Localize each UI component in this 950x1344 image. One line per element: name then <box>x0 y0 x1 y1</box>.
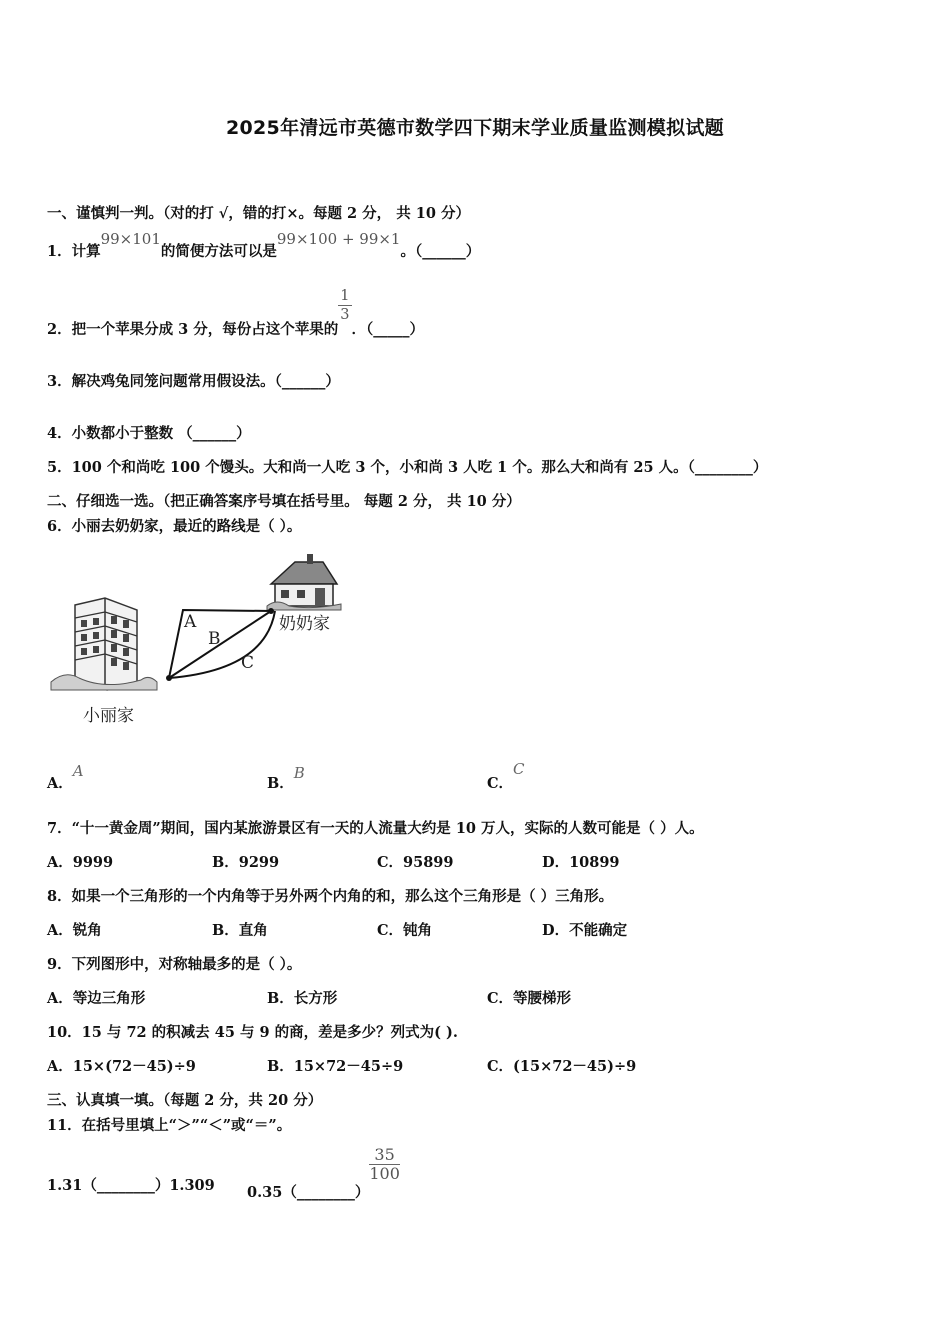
q11-part-2-text: 0.35（________） <box>247 1183 370 1201</box>
q7-option-d[interactable]: D．10899 <box>542 854 620 871</box>
q7-option-a[interactable]: A．9999 <box>47 854 114 871</box>
end-point <box>268 608 274 614</box>
question-5: 5．100 个和尚吃 100 个馒头。大和尚一人吃 3 个，小和尚 3 人吃 1 个。那么大和尚有 25 人。（________） <box>47 459 768 476</box>
question-10: 10．15 与 72 的积减去 45 与 9 的商，差是多少？列式为( ). <box>47 1024 458 1041</box>
q11-fraction-denominator: 100 <box>369 1164 400 1183</box>
q6-option-b-label: B． <box>267 775 294 792</box>
question-11: 11．在括号里填上“＞”“＜”或“＝”。 <box>47 1117 292 1134</box>
q6-option-b[interactable] <box>267 764 305 793</box>
q2-fraction-numerator: 1 <box>340 288 350 304</box>
q6-option-a-value: A <box>72 762 84 780</box>
section-3-heading: 三、认真填一填。（每题 2 分，共 20 分） <box>47 1092 323 1109</box>
q11-fraction <box>369 1146 400 1183</box>
q9-option-b[interactable]: B．长方形 <box>267 990 338 1007</box>
q6-option-c-value: C <box>513 760 525 778</box>
xiaoli-home-label: 小丽家 <box>83 706 134 726</box>
q10-option-a[interactable]: A．15×(72－45)÷9 <box>47 1058 196 1075</box>
question-6: 6．小丽去奶奶家，最近的路线是（ ）。 <box>47 518 302 535</box>
route-c-label: C <box>241 653 255 673</box>
house-icon <box>267 554 341 610</box>
q9-option-c[interactable]: C．等腰梯形 <box>487 990 572 1007</box>
q6-option-b-value: B <box>293 764 305 782</box>
question-9: 9．下列图形中，对称轴最多的是（ ）。 <box>47 956 302 973</box>
q1-prefix: 1．计算 <box>47 243 101 260</box>
q8-option-c[interactable]: C．钝角 <box>377 922 433 939</box>
q6-option-c[interactable] <box>487 760 525 793</box>
q8-option-a[interactable]: A．锐角 <box>47 922 102 939</box>
section-2-heading: 二、仔细选一选。（把正确答案序号填在括号里。 每题 2 分， 共 10 分） <box>47 493 521 510</box>
question-7: 7．“十一黄金周”期间，国内某旅游景区有一天的人流量大约是 10 万人，实际的人数可能是（ ）人。 <box>47 820 704 837</box>
q2-prefix: 2．把一个苹果分成 3 分，每份占这个苹果的 <box>47 320 339 338</box>
q8-option-d[interactable]: D．不能确定 <box>542 922 628 939</box>
q8-option-b[interactable]: B．直角 <box>212 922 268 939</box>
q6-option-a[interactable] <box>47 762 84 793</box>
q1-suffix: 。（______） <box>400 243 481 260</box>
page-title: 2025年清远市英德市数学四下期末学业质量监测模拟试题 <box>226 117 724 139</box>
start-point <box>166 675 172 681</box>
building-icon <box>51 598 157 690</box>
q10-option-c[interactable]: C．(15×72－45)÷9 <box>487 1058 637 1075</box>
question-8: 8．如果一个三角形的一个内角等于另外两个内角的和，那么这个三角形是（ ）三角形。 <box>47 888 614 905</box>
q9-option-a[interactable]: A．等边三角形 <box>47 990 146 1007</box>
question-1 <box>47 230 481 261</box>
q2-suffix: ．（_____） <box>351 320 425 338</box>
question-4: 4．小数都小于整数 （______） <box>47 425 251 442</box>
q7-option-c[interactable]: C．95899 <box>377 854 454 871</box>
q6-option-a-label: A． <box>47 775 73 792</box>
q2-fraction <box>338 287 351 324</box>
q11-fraction-numerator: 35 <box>369 1146 400 1165</box>
q2-fraction-denominator: 3 <box>340 307 350 323</box>
route-b-label: B <box>208 629 221 649</box>
route-figure <box>45 550 365 730</box>
q1-expression-1: 99×101 <box>100 230 161 248</box>
q1-expression-2: 99×100 + 99×1 <box>276 230 401 248</box>
q10-option-b[interactable]: B．15×72－45÷9 <box>267 1058 404 1075</box>
section-1-heading: 一、谨慎判一判。（对的打 √，错的打×。每题 2 分， 共 10 分） <box>47 205 470 222</box>
q7-option-b[interactable]: B．9299 <box>212 854 280 871</box>
grandma-home-label: 奶奶家 <box>279 614 330 634</box>
question-3: 3．解决鸡兔同笼问题常用假设法。（______） <box>47 373 340 390</box>
q11-part-2 <box>247 1145 400 1201</box>
route-a-label: A <box>184 612 197 632</box>
q11-part-1: 1.31（________）1.309 <box>47 1177 215 1194</box>
question-2 <box>47 287 425 338</box>
q6-option-c-label: C． <box>487 775 514 792</box>
q1-mid: 的简便方法可以是 <box>160 243 277 260</box>
